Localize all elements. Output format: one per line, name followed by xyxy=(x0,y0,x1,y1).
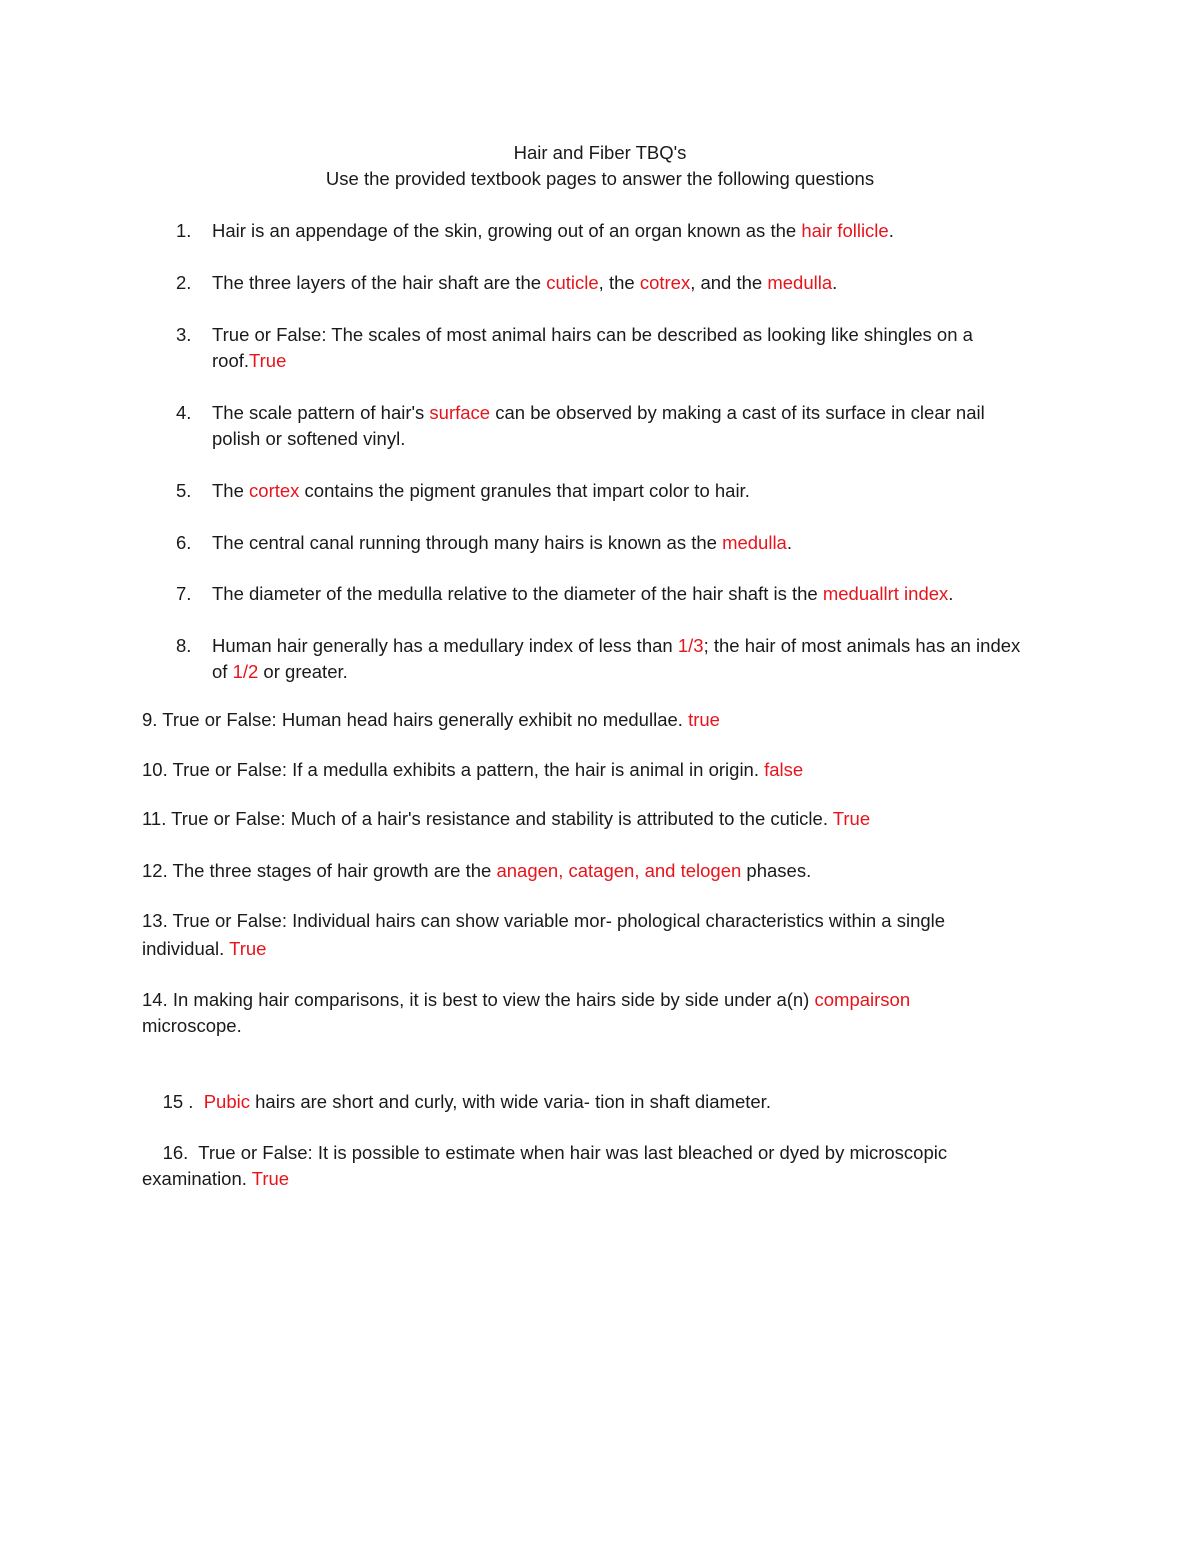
question-prompt: . xyxy=(948,583,954,604)
question-11 xyxy=(142,806,1042,832)
question-prompt: 12. The three stages of hair growth are the xyxy=(142,860,497,881)
question-prompt: The scale pattern of hair's xyxy=(212,402,430,423)
document-header xyxy=(0,140,1200,192)
document-title: Hair and Fiber TBQ's xyxy=(513,142,687,163)
question-text xyxy=(212,322,1036,374)
question-prompt: 14. In making hair comparisons, it is best to view the hairs side by side under a(n) xyxy=(142,989,815,1010)
question-text xyxy=(212,530,1036,556)
question-1 xyxy=(176,218,1046,244)
question-6 xyxy=(176,530,1046,556)
question-prompt: 9. True or False: Human head hairs generally exhibit no medullae. xyxy=(142,709,689,730)
question-text xyxy=(212,218,1036,244)
question-text xyxy=(212,478,1036,504)
question-14 xyxy=(142,987,1002,1039)
answer: surface xyxy=(429,402,491,423)
answer: false xyxy=(764,759,804,780)
answer: medulla xyxy=(767,272,833,293)
question-prompt: microscope. xyxy=(142,1015,242,1036)
question-number: 6. xyxy=(176,532,192,553)
question-text xyxy=(212,270,1036,296)
question-prompt: ; the hair of most animals has an index of xyxy=(212,635,1021,682)
question-number: 4. xyxy=(176,402,192,423)
question-prompt: 10. True or False: If a medulla exhibits a pattern, the hair is animal in origin. xyxy=(142,759,765,780)
question-prompt: , the xyxy=(598,272,640,293)
document-subtitle: Use the provided textbook pages to answer the following questions xyxy=(325,168,875,189)
question-4 xyxy=(176,400,1046,452)
question-number: 7. xyxy=(176,583,192,604)
answer: True xyxy=(229,938,267,959)
answer: medulla xyxy=(722,532,787,553)
answer: meduallrt index xyxy=(822,583,949,604)
answer: compairson xyxy=(814,989,911,1010)
question-12 xyxy=(142,858,1042,884)
question-prompt: . xyxy=(888,220,894,241)
question-prompt: The diameter of the medulla relative to the diameter of the hair shaft is the xyxy=(212,583,823,604)
question-3 xyxy=(176,322,1046,374)
answer: anagen, catagen, and telogen xyxy=(496,860,742,881)
question-5 xyxy=(176,478,1046,504)
question-text xyxy=(212,400,1036,452)
question-text xyxy=(212,581,1036,607)
question-2 xyxy=(176,270,1046,296)
answer: 1/3 xyxy=(677,635,704,656)
question-number: 1. xyxy=(176,220,192,241)
question-prompt: 13. True or False: Individual hairs can show variable mor- phological characteristics within a single individual. xyxy=(142,910,946,959)
question-prompt: Human hair generally has a medullary index of less than xyxy=(212,635,678,656)
answer: true xyxy=(688,709,720,730)
question-prompt: Hair is an appendage of the skin, growing out of an organ known as the xyxy=(212,220,802,241)
answer: cuticle xyxy=(546,272,599,293)
question-prompt: The central canal running through many hairs is known as the xyxy=(212,532,723,553)
question-9 xyxy=(142,707,1042,733)
question-prompt: 16. True or False: It is possible to estimate when hair was last bleached or dyed by microscopic examination. xyxy=(142,1142,953,1189)
answer: hair follicle xyxy=(801,220,889,241)
answer: cortex xyxy=(249,480,300,501)
question-prompt: , and the xyxy=(690,272,768,293)
question-prompt: contains the pigment granules that impart color to hair. xyxy=(299,480,750,501)
question-8 xyxy=(176,633,1046,685)
question-prompt: hairs are short and curly, with wide varia- tion in shaft diameter. xyxy=(249,1091,771,1112)
question-prompt: or greater. xyxy=(258,661,348,682)
answer: True xyxy=(832,808,871,829)
question-prompt: 15 . xyxy=(162,1091,204,1112)
question-7 xyxy=(176,581,1046,607)
question-number: 5. xyxy=(176,480,192,501)
question-prompt: 11. True or False: Much of a hair's resistance and stability is attributed to the cuticle. xyxy=(142,808,833,829)
question-prompt: . xyxy=(832,272,838,293)
question-13 xyxy=(142,907,1022,963)
answer: cotrex xyxy=(639,272,691,293)
question-16 xyxy=(142,1114,1022,1218)
answer: True xyxy=(249,350,287,371)
question-number: 2. xyxy=(176,272,192,293)
question-number: 3. xyxy=(176,324,192,345)
question-prompt: True or False: The scales of most animal hairs can be described as looking like shingles on a roof. xyxy=(212,324,973,371)
question-text xyxy=(212,633,1036,685)
question-prompt: . xyxy=(786,532,792,553)
question-10 xyxy=(142,757,1042,783)
question-prompt: The three layers of the hair shaft are the xyxy=(212,272,547,293)
question-prompt: can be observed by making a cast of its surface in clear nail polish or softened vinyl. xyxy=(212,402,985,449)
answer: Pubic xyxy=(203,1091,250,1112)
answer: 1/2 xyxy=(232,661,259,682)
answer: True xyxy=(251,1168,290,1189)
question-prompt: phases. xyxy=(741,860,812,881)
question-prompt: The xyxy=(212,480,250,501)
question-number: 8. xyxy=(176,635,192,656)
